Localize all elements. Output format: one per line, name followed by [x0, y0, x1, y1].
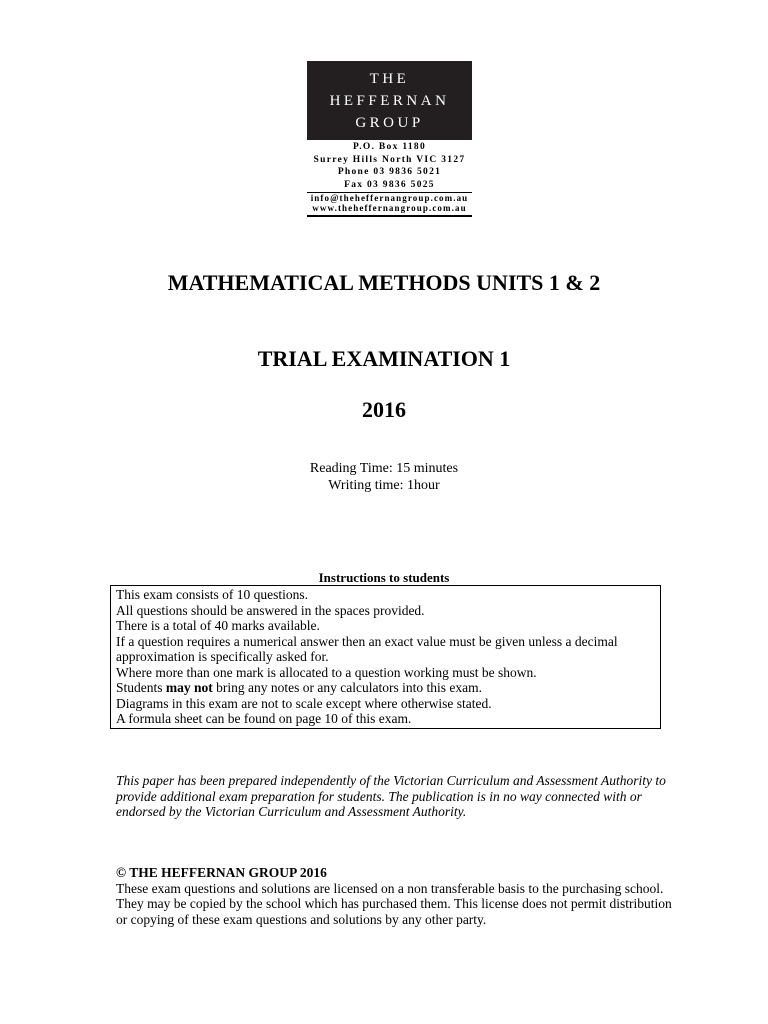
email: info@theheffernangroup.com.au [310, 193, 469, 203]
instruction-line: There is a total of 40 marks available. [116, 618, 320, 633]
phone: Phone 03 9836 5021 [337, 167, 442, 177]
publisher-logo [307, 61, 472, 217]
copyright-heading: © THE HEFFERNAN GROUP 2016 [116, 865, 327, 880]
writing-time: Writing time: 1hour [328, 478, 440, 493]
subject-title: MATHEMATICAL METHODS UNITS 1 & 2 [167, 270, 601, 295]
logo-box [307, 61, 472, 140]
instructions-box [110, 585, 661, 729]
exam-title: TRIAL EXAMINATION 1 [257, 346, 511, 371]
instruction-line [116, 680, 658, 696]
suburb: Surrey Hills North VIC 3127 [313, 154, 466, 165]
reading-time: Reading Time: 15 minutes [309, 461, 459, 476]
logo-line-2: HEFFERNAN [329, 92, 450, 109]
disclaimer: This paper has been prepared independently of the Victorian Curriculum and Assessment Authority to provide additional exam preparation for students. The publication is in no way connected with or endorsed by the Victorian Curriculum and Assessment Authority. [116, 773, 666, 819]
instruction-line: This exam consists of 10 questions. [116, 587, 308, 602]
copyright-text: These exam questions and solutions are licensed on a non transferable basis to the purchasing school. They may be copied by the school which has purchased them. This license does not permit distribution or copying of these exam questions and solutions by any other party. [116, 880, 672, 927]
instruction-line: All questions should be answered in the spaces provided. [116, 602, 425, 618]
logo-line-1: THE [369, 70, 410, 87]
instruction-line: Diagrams in this exam are not to scale except where otherwise stated. [116, 695, 492, 711]
notes-emphasis: may not [165, 680, 213, 695]
copyright-section [116, 865, 676, 927]
exam-year: 2016 [362, 397, 406, 422]
notes-suffix: bring any notes or any calculators into this exam. [212, 680, 482, 695]
publisher-contact [307, 192, 472, 217]
po-box: P.O. Box 1180 [352, 142, 427, 152]
instruction-line: A formula sheet can be found on page 10 of this exam. [116, 711, 412, 726]
website: www.theheffernangroup.com.au [312, 202, 467, 213]
instructions-heading: Instructions to students [318, 570, 450, 585]
instruction-line: Where more than one mark is allocated to a question working must be shown. [116, 664, 537, 680]
instruction-line: approximation is specifically asked for. [116, 649, 329, 664]
logo-line-3: GROUP [355, 114, 424, 131]
fax: Fax 03 9836 5025 [344, 179, 435, 190]
instruction-line: If a question requires a numerical answer then an exact value must be given unless a decimal [116, 633, 618, 649]
publisher-address [307, 141, 472, 191]
notes-prefix: Students [116, 680, 166, 695]
